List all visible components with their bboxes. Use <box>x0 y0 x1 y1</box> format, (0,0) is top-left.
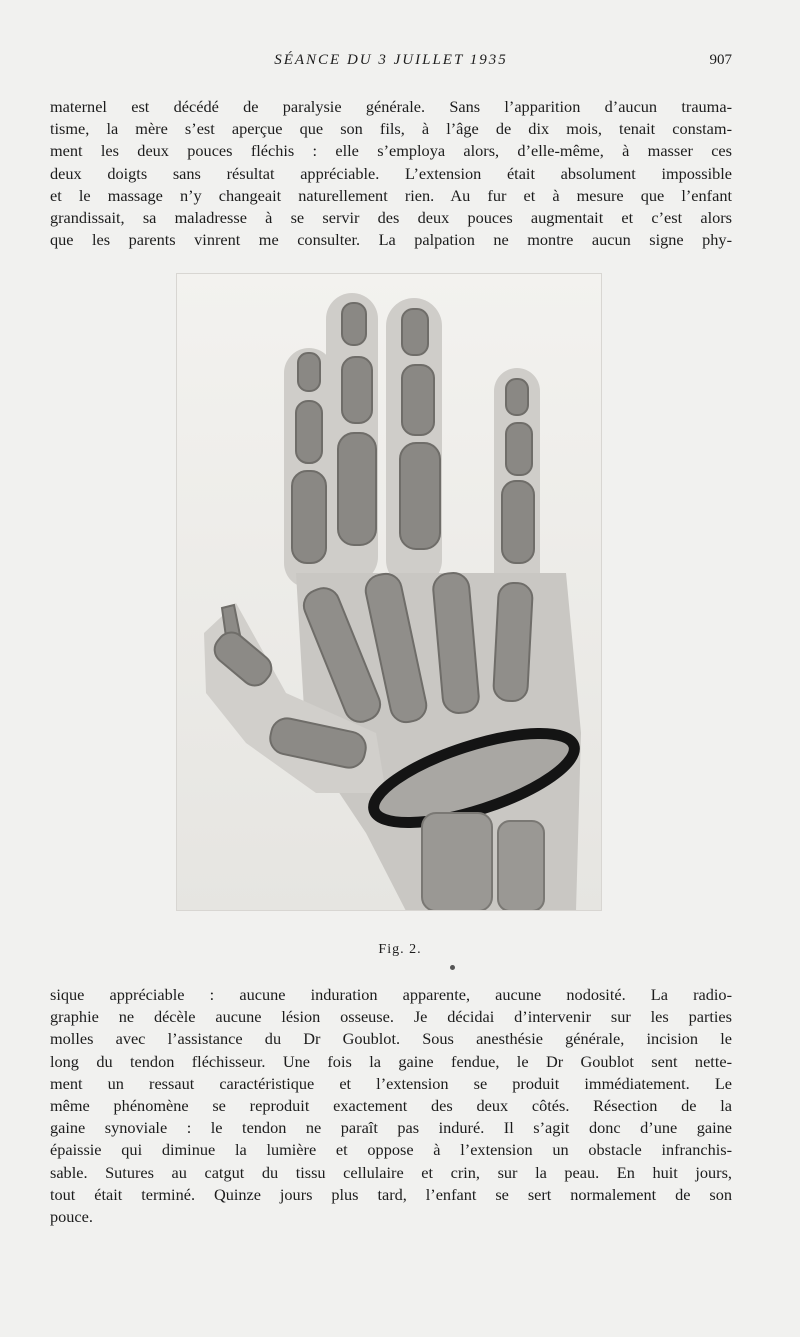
xray-hand-figure <box>176 273 602 911</box>
text-line: long du tendon fléchisseur. Une fois la gaine fendue, le Dr Goublot sent nette- <box>50 1051 732 1071</box>
text-line: sique appréciable : aucune induration apparente, aucune nodosité. La radio- <box>50 985 732 1004</box>
xray-hand-image <box>176 273 602 911</box>
text-line: que les parents vinrent me consulter. La palpation ne montre aucun signe phy- <box>50 230 732 250</box>
ornament-dot <box>450 965 455 970</box>
text-line: et le massage n’y changeait naturellement rien. Au fur et à mesure que l’enfant <box>50 185 732 205</box>
text-line: tisme, la mère s’est aperçue que son fils, à l’âge de dix mois, tenait constam- <box>50 119 732 139</box>
text-line: épaissie qui diminue la lumière et oppose à l’extension un obstacle infranchis- <box>50 1140 732 1160</box>
paragraph-2 <box>50 984 732 1228</box>
text-line: molles avec l’assistance du Dr Goublot. Sous anesthésie générale, incision le <box>50 1029 732 1049</box>
paragraph-1 <box>50 96 732 251</box>
text-line: gaine synoviale : le tendon ne paraît pas induré. Il s’agit donc d’une gaine <box>50 1118 732 1138</box>
text-line: graphie ne décèle aucune lésion osseuse. Je décidai d’intervenir sur les parties <box>50 1007 732 1027</box>
text-line: sable. Sutures au catgut du tissu cellulaire et crin, sur la peau. En huit jours, <box>50 1162 732 1182</box>
running-head: SÉANCE DU 3 JUILLET 1935 <box>274 52 508 68</box>
text-line: maternel est décédé de paralysie générale. Sans l’apparition d’aucun trauma- <box>50 97 732 116</box>
figure-caption: Fig. 2. <box>378 942 422 957</box>
text-line: même phénomène se reproduit exactement des deux côtés. Résection de la <box>50 1096 732 1116</box>
text-line: grandissait, sa maladresse à se servir des deux pouces augmentait et c’est alors <box>50 208 732 228</box>
text-line: pouce. <box>50 1207 93 1227</box>
text-line: ment un ressaut caractéristique et l’extension se produit immédiatement. Le <box>50 1073 732 1093</box>
text-line: ment les deux pouces fléchis : elle s’employa alors, d’elle-même, à masser ces <box>50 141 732 161</box>
text-line: deux doigts sans résultat appréciable. L’extension était absolument impossible <box>50 163 732 183</box>
page-header <box>50 52 732 74</box>
page-number: 907 <box>709 52 732 68</box>
text-line: tout était terminé. Quinze jours plus tard, l’enfant se sert normalement de son <box>50 1184 732 1204</box>
